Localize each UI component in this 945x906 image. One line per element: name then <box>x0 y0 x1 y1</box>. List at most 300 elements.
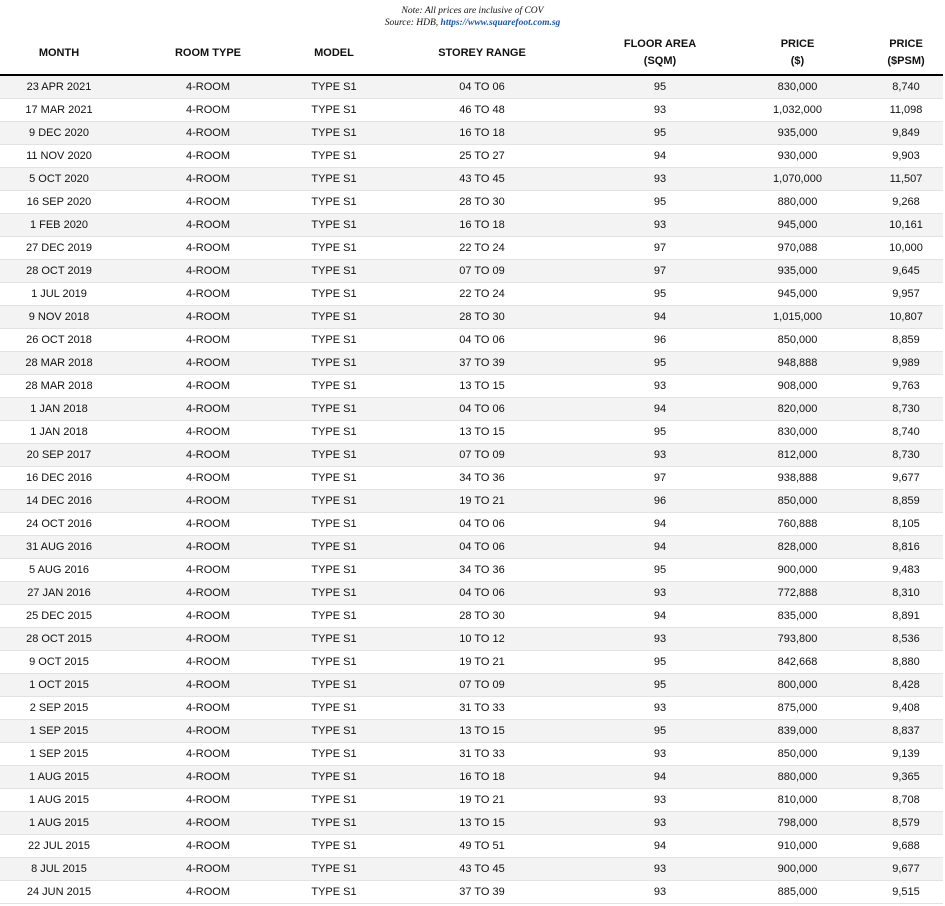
cell-model: TYPE S1 <box>298 651 370 674</box>
cell-model: TYPE S1 <box>298 75 370 99</box>
cell-room-type: 4-ROOM <box>118 766 298 789</box>
table-row <box>0 191 943 214</box>
cell-model: TYPE S1 <box>298 421 370 444</box>
cell-price: 935,000 <box>726 122 869 145</box>
cell-model: TYPE S1 <box>298 237 370 260</box>
table-row <box>0 812 943 835</box>
cell-price: 798,000 <box>726 812 869 835</box>
cell-price-psm: 8,837 <box>869 720 943 743</box>
cell-month: 25 DEC 2015 <box>0 605 118 628</box>
cell-price: 850,000 <box>726 743 869 766</box>
cell-price-psm: 9,677 <box>869 467 943 490</box>
cell-storey-range: 10 TO 12 <box>370 628 594 651</box>
cell-storey-range: 07 TO 09 <box>370 444 594 467</box>
cell-price: 800,000 <box>726 674 869 697</box>
cell-price: 908,000 <box>726 375 869 398</box>
cell-month: 1 JAN 2018 <box>0 421 118 444</box>
source-prefix: Source: HDB, <box>384 18 441 28</box>
cell-model: TYPE S1 <box>298 582 370 605</box>
cell-price: 945,000 <box>726 214 869 237</box>
header-model: MODEL <box>314 46 354 59</box>
cell-model: TYPE S1 <box>298 835 370 858</box>
table-row <box>0 651 943 674</box>
cell-month: 1 AUG 2015 <box>0 812 118 835</box>
cell-price: 820,000 <box>726 398 869 421</box>
table-row <box>0 697 943 720</box>
cell-storey-range: 43 TO 45 <box>370 858 594 881</box>
cell-floor-area: 95 <box>594 191 726 214</box>
table-row <box>0 835 943 858</box>
table-row <box>0 122 943 145</box>
cell-month: 28 MAR 2018 <box>0 375 118 398</box>
cell-price-psm: 8,310 <box>869 582 943 605</box>
cell-month: 9 OCT 2015 <box>0 651 118 674</box>
cell-storey-range: 19 TO 21 <box>370 651 594 674</box>
table-row <box>0 375 943 398</box>
header-floor-area-line2: (SQM) <box>643 55 677 67</box>
cell-room-type: 4-ROOM <box>118 605 298 628</box>
cell-month: 1 SEP 2015 <box>0 743 118 766</box>
cell-month: 31 AUG 2016 <box>0 536 118 559</box>
cell-price: 1,015,000 <box>726 306 869 329</box>
header-room-type: ROOM TYPE <box>174 46 241 59</box>
cell-room-type: 4-ROOM <box>118 467 298 490</box>
cell-room-type: 4-ROOM <box>118 651 298 674</box>
cell-room-type: 4-ROOM <box>118 306 298 329</box>
cell-price-psm: 10,000 <box>869 237 943 260</box>
cell-price-psm: 8,579 <box>869 812 943 835</box>
cell-price-psm: 8,880 <box>869 651 943 674</box>
cell-model: TYPE S1 <box>298 605 370 628</box>
cell-month: 8 JUL 2015 <box>0 858 118 881</box>
source-note <box>0 17 945 29</box>
cell-price: 830,000 <box>726 75 869 99</box>
cell-floor-area: 95 <box>594 674 726 697</box>
cell-price-psm: 9,903 <box>869 145 943 168</box>
cell-room-type: 4-ROOM <box>118 375 298 398</box>
cell-floor-area: 97 <box>594 260 726 283</box>
cell-month: 28 OCT 2015 <box>0 628 118 651</box>
cell-storey-range: 19 TO 21 <box>370 490 594 513</box>
cell-month: 27 DEC 2019 <box>0 237 118 260</box>
table-row <box>0 582 943 605</box>
cell-storey-range: 04 TO 06 <box>370 582 594 605</box>
cell-month: 1 AUG 2015 <box>0 766 118 789</box>
cell-storey-range: 34 TO 36 <box>370 559 594 582</box>
cell-room-type: 4-ROOM <box>118 168 298 191</box>
cell-month: 1 FEB 2020 <box>0 214 118 237</box>
cell-storey-range: 16 TO 18 <box>370 766 594 789</box>
cell-floor-area: 94 <box>594 145 726 168</box>
cell-price: 935,000 <box>726 260 869 283</box>
cell-model: TYPE S1 <box>298 697 370 720</box>
table-row <box>0 766 943 789</box>
cell-price-psm: 11,098 <box>869 99 943 122</box>
cell-model: TYPE S1 <box>298 99 370 122</box>
cell-room-type: 4-ROOM <box>118 260 298 283</box>
cell-storey-range: 07 TO 09 <box>370 260 594 283</box>
cell-storey-range: 13 TO 15 <box>370 421 594 444</box>
cell-floor-area: 94 <box>594 766 726 789</box>
cell-storey-range: 16 TO 18 <box>370 122 594 145</box>
table-row <box>0 858 943 881</box>
cell-month: 27 JAN 2016 <box>0 582 118 605</box>
cell-floor-area: 94 <box>594 513 726 536</box>
cell-storey-range: 34 TO 36 <box>370 467 594 490</box>
cell-floor-area: 94 <box>594 536 726 559</box>
cell-room-type: 4-ROOM <box>118 789 298 812</box>
cell-model: TYPE S1 <box>298 306 370 329</box>
cell-model: TYPE S1 <box>298 168 370 191</box>
cell-storey-range: 28 TO 30 <box>370 605 594 628</box>
cell-model: TYPE S1 <box>298 191 370 214</box>
cell-room-type: 4-ROOM <box>118 513 298 536</box>
cell-month: 24 JUN 2015 <box>0 881 118 904</box>
cell-price: 842,668 <box>726 651 869 674</box>
cell-price: 839,000 <box>726 720 869 743</box>
cell-room-type: 4-ROOM <box>118 145 298 168</box>
cell-month: 9 NOV 2018 <box>0 306 118 329</box>
cell-price-psm: 9,957 <box>869 283 943 306</box>
cell-month: 28 MAR 2018 <box>0 352 118 375</box>
cell-storey-range: 04 TO 06 <box>370 536 594 559</box>
cell-floor-area: 94 <box>594 398 726 421</box>
cell-price-psm: 9,268 <box>869 191 943 214</box>
cell-month: 16 DEC 2016 <box>0 467 118 490</box>
cell-model: TYPE S1 <box>298 743 370 766</box>
cell-price: 945,000 <box>726 283 869 306</box>
cell-room-type: 4-ROOM <box>118 858 298 881</box>
cell-floor-area: 96 <box>594 490 726 513</box>
cell-floor-area: 94 <box>594 835 726 858</box>
cell-model: TYPE S1 <box>298 766 370 789</box>
table-row <box>0 214 943 237</box>
cell-storey-range: 22 TO 24 <box>370 237 594 260</box>
cell-floor-area: 95 <box>594 559 726 582</box>
cell-price-psm: 8,740 <box>869 421 943 444</box>
cell-model: TYPE S1 <box>298 812 370 835</box>
cell-price: 830,000 <box>726 421 869 444</box>
cell-room-type: 4-ROOM <box>118 122 298 145</box>
cell-month: 9 DEC 2020 <box>0 122 118 145</box>
cell-price: 880,000 <box>726 191 869 214</box>
cell-room-type: 4-ROOM <box>118 674 298 697</box>
header-storey-range: STOREY RANGE <box>438 46 526 59</box>
cell-price: 810,000 <box>726 789 869 812</box>
cell-storey-range: 37 TO 39 <box>370 352 594 375</box>
cell-floor-area: 94 <box>594 605 726 628</box>
cell-price-psm: 9,408 <box>869 697 943 720</box>
cell-floor-area: 97 <box>594 237 726 260</box>
cell-price-psm: 9,515 <box>869 881 943 904</box>
cell-room-type: 4-ROOM <box>118 352 298 375</box>
cell-storey-range: 22 TO 24 <box>370 283 594 306</box>
cell-price-psm: 8,708 <box>869 789 943 812</box>
cell-floor-area: 95 <box>594 283 726 306</box>
cell-room-type: 4-ROOM <box>118 214 298 237</box>
cell-month: 20 SEP 2017 <box>0 444 118 467</box>
cell-price: 900,000 <box>726 858 869 881</box>
cell-model: TYPE S1 <box>298 674 370 697</box>
header-psm-line1: PRICE <box>889 38 923 50</box>
cell-floor-area: 93 <box>594 375 726 398</box>
header-month: MONTH <box>38 46 80 59</box>
cell-price-psm: 8,859 <box>869 329 943 352</box>
cell-price-psm: 8,730 <box>869 444 943 467</box>
header-floor-area <box>594 32 726 75</box>
cell-price: 850,000 <box>726 329 869 352</box>
cell-price-psm: 8,891 <box>869 605 943 628</box>
cell-storey-range: 37 TO 39 <box>370 881 594 904</box>
table-row <box>0 398 943 421</box>
table-row <box>0 168 943 191</box>
cell-model: TYPE S1 <box>298 467 370 490</box>
cell-room-type: 4-ROOM <box>118 536 298 559</box>
cell-model: TYPE S1 <box>298 122 370 145</box>
header-psm-line2: ($PSM) <box>887 55 925 67</box>
cell-price-psm: 9,688 <box>869 835 943 858</box>
cell-room-type: 4-ROOM <box>118 720 298 743</box>
cell-price: 930,000 <box>726 145 869 168</box>
cell-price: 850,000 <box>726 490 869 513</box>
cell-model: TYPE S1 <box>298 720 370 743</box>
header-price-line2: ($) <box>790 55 805 67</box>
table-row <box>0 260 943 283</box>
cell-storey-range: 28 TO 30 <box>370 191 594 214</box>
cell-storey-range: 07 TO 09 <box>370 674 594 697</box>
cell-month: 28 OCT 2019 <box>0 260 118 283</box>
cell-model: TYPE S1 <box>298 513 370 536</box>
cell-price-psm: 8,730 <box>869 398 943 421</box>
table-row <box>0 237 943 260</box>
header-floor-area-line1: FLOOR AREA <box>623 38 697 50</box>
table-row <box>0 605 943 628</box>
cell-floor-area: 95 <box>594 651 726 674</box>
table-row <box>0 881 943 904</box>
cell-floor-area: 94 <box>594 306 726 329</box>
cell-month: 24 OCT 2016 <box>0 513 118 536</box>
transactions-table <box>0 32 943 904</box>
cell-model: TYPE S1 <box>298 352 370 375</box>
cell-storey-range: 16 TO 18 <box>370 214 594 237</box>
table-row <box>0 75 943 99</box>
cell-price: 875,000 <box>726 697 869 720</box>
table-row <box>0 99 943 122</box>
cell-room-type: 4-ROOM <box>118 421 298 444</box>
cell-month: 17 MAR 2021 <box>0 99 118 122</box>
table-row <box>0 490 943 513</box>
cell-month: 16 SEP 2020 <box>0 191 118 214</box>
cell-floor-area: 95 <box>594 75 726 99</box>
cell-floor-area: 93 <box>594 582 726 605</box>
cell-price-psm: 8,816 <box>869 536 943 559</box>
cell-price: 910,000 <box>726 835 869 858</box>
cell-price: 970,088 <box>726 237 869 260</box>
cell-floor-area: 93 <box>594 881 726 904</box>
cell-month: 1 SEP 2015 <box>0 720 118 743</box>
table-row <box>0 674 943 697</box>
cell-model: TYPE S1 <box>298 490 370 513</box>
cell-storey-range: 46 TO 48 <box>370 99 594 122</box>
cell-price-psm: 8,740 <box>869 75 943 99</box>
table-header <box>0 32 943 75</box>
cell-floor-area: 93 <box>594 168 726 191</box>
cell-storey-range: 19 TO 21 <box>370 789 594 812</box>
cell-model: TYPE S1 <box>298 398 370 421</box>
cell-price-psm: 10,161 <box>869 214 943 237</box>
cell-room-type: 4-ROOM <box>118 812 298 835</box>
cell-floor-area: 95 <box>594 720 726 743</box>
table-row <box>0 444 943 467</box>
cell-floor-area: 93 <box>594 789 726 812</box>
cell-price-psm: 9,645 <box>869 260 943 283</box>
cell-month: 11 NOV 2020 <box>0 145 118 168</box>
cell-floor-area: 95 <box>594 352 726 375</box>
table-row <box>0 789 943 812</box>
cell-price: 760,888 <box>726 513 869 536</box>
cell-model: TYPE S1 <box>298 444 370 467</box>
cell-model: TYPE S1 <box>298 789 370 812</box>
cell-storey-range: 49 TO 51 <box>370 835 594 858</box>
cell-room-type: 4-ROOM <box>118 835 298 858</box>
cell-price-psm: 9,139 <box>869 743 943 766</box>
cell-floor-area: 93 <box>594 628 726 651</box>
table-row <box>0 628 943 651</box>
table-row <box>0 513 943 536</box>
cell-floor-area: 93 <box>594 697 726 720</box>
cell-price: 880,000 <box>726 766 869 789</box>
cell-model: TYPE S1 <box>298 858 370 881</box>
cell-model: TYPE S1 <box>298 559 370 582</box>
cell-price-psm: 8,105 <box>869 513 943 536</box>
cell-room-type: 4-ROOM <box>118 743 298 766</box>
cell-price-psm: 9,483 <box>869 559 943 582</box>
cell-price-psm: 8,428 <box>869 674 943 697</box>
cell-room-type: 4-ROOM <box>118 582 298 605</box>
cov-note: Note: All prices are inclusive of COV <box>401 6 544 16</box>
cell-storey-range: 04 TO 06 <box>370 75 594 99</box>
cell-room-type: 4-ROOM <box>118 283 298 306</box>
cell-room-type: 4-ROOM <box>118 697 298 720</box>
cell-floor-area: 96 <box>594 329 726 352</box>
cell-price-psm: 8,536 <box>869 628 943 651</box>
cell-room-type: 4-ROOM <box>118 329 298 352</box>
cell-room-type: 4-ROOM <box>118 75 298 99</box>
cell-price: 1,070,000 <box>726 168 869 191</box>
cell-price: 772,888 <box>726 582 869 605</box>
cell-model: TYPE S1 <box>298 536 370 559</box>
cell-storey-range: 25 TO 27 <box>370 145 594 168</box>
table-row <box>0 559 943 582</box>
cell-price: 900,000 <box>726 559 869 582</box>
cell-model: TYPE S1 <box>298 145 370 168</box>
cell-storey-range: 04 TO 06 <box>370 513 594 536</box>
cell-price: 828,000 <box>726 536 869 559</box>
cell-room-type: 4-ROOM <box>118 237 298 260</box>
cell-month: 14 DEC 2016 <box>0 490 118 513</box>
cell-model: TYPE S1 <box>298 260 370 283</box>
header-price <box>726 32 869 75</box>
cell-floor-area: 93 <box>594 99 726 122</box>
cell-month: 26 OCT 2018 <box>0 329 118 352</box>
cell-price: 948,888 <box>726 352 869 375</box>
cell-month: 5 OCT 2020 <box>0 168 118 191</box>
cell-floor-area: 93 <box>594 743 726 766</box>
cell-floor-area: 93 <box>594 444 726 467</box>
cell-storey-range: 13 TO 15 <box>370 720 594 743</box>
table-row <box>0 329 943 352</box>
cell-storey-range: 04 TO 06 <box>370 398 594 421</box>
cell-month: 23 APR 2021 <box>0 75 118 99</box>
table-row <box>0 306 943 329</box>
header-price-psm <box>869 32 943 75</box>
cell-room-type: 4-ROOM <box>118 191 298 214</box>
table-row <box>0 743 943 766</box>
table-notes <box>0 0 945 32</box>
cell-model: TYPE S1 <box>298 329 370 352</box>
cell-room-type: 4-ROOM <box>118 444 298 467</box>
cell-storey-range: 31 TO 33 <box>370 743 594 766</box>
cell-storey-range: 28 TO 30 <box>370 306 594 329</box>
cell-month: 22 JUL 2015 <box>0 835 118 858</box>
cell-price-psm: 9,365 <box>869 766 943 789</box>
cell-price: 885,000 <box>726 881 869 904</box>
cell-price-psm: 11,507 <box>869 168 943 191</box>
cell-floor-area: 95 <box>594 421 726 444</box>
table-row <box>0 145 943 168</box>
cell-room-type: 4-ROOM <box>118 628 298 651</box>
cell-month: 1 JUL 2019 <box>0 283 118 306</box>
table-body <box>0 75 943 904</box>
table-row <box>0 352 943 375</box>
cell-price: 938,888 <box>726 467 869 490</box>
cell-price-psm: 8,859 <box>869 490 943 513</box>
source-link[interactable]: https://www.squarefoot.com.sg <box>440 18 561 28</box>
cell-month: 5 AUG 2016 <box>0 559 118 582</box>
cell-room-type: 4-ROOM <box>118 490 298 513</box>
cell-model: TYPE S1 <box>298 283 370 306</box>
cell-price-psm: 9,677 <box>869 858 943 881</box>
cell-room-type: 4-ROOM <box>118 559 298 582</box>
table-row <box>0 421 943 444</box>
cell-price: 835,000 <box>726 605 869 628</box>
cell-price: 793,800 <box>726 628 869 651</box>
cell-floor-area: 97 <box>594 467 726 490</box>
cell-storey-range: 04 TO 06 <box>370 329 594 352</box>
table-row <box>0 536 943 559</box>
cell-price: 1,032,000 <box>726 99 869 122</box>
cell-room-type: 4-ROOM <box>118 99 298 122</box>
table-row <box>0 720 943 743</box>
cell-price: 812,000 <box>726 444 869 467</box>
cell-price-psm: 9,763 <box>869 375 943 398</box>
cell-floor-area: 93 <box>594 812 726 835</box>
cell-storey-range: 31 TO 33 <box>370 697 594 720</box>
cell-month: 2 SEP 2015 <box>0 697 118 720</box>
cell-price-psm: 10,807 <box>869 306 943 329</box>
cell-floor-area: 93 <box>594 214 726 237</box>
cell-month: 1 AUG 2015 <box>0 789 118 812</box>
cell-model: TYPE S1 <box>298 881 370 904</box>
table-row <box>0 467 943 490</box>
cell-month: 1 JAN 2018 <box>0 398 118 421</box>
cell-floor-area: 95 <box>594 122 726 145</box>
cell-storey-range: 43 TO 45 <box>370 168 594 191</box>
cell-model: TYPE S1 <box>298 375 370 398</box>
cell-room-type: 4-ROOM <box>118 398 298 421</box>
table-row <box>0 283 943 306</box>
header-price-line1: PRICE <box>780 38 815 50</box>
